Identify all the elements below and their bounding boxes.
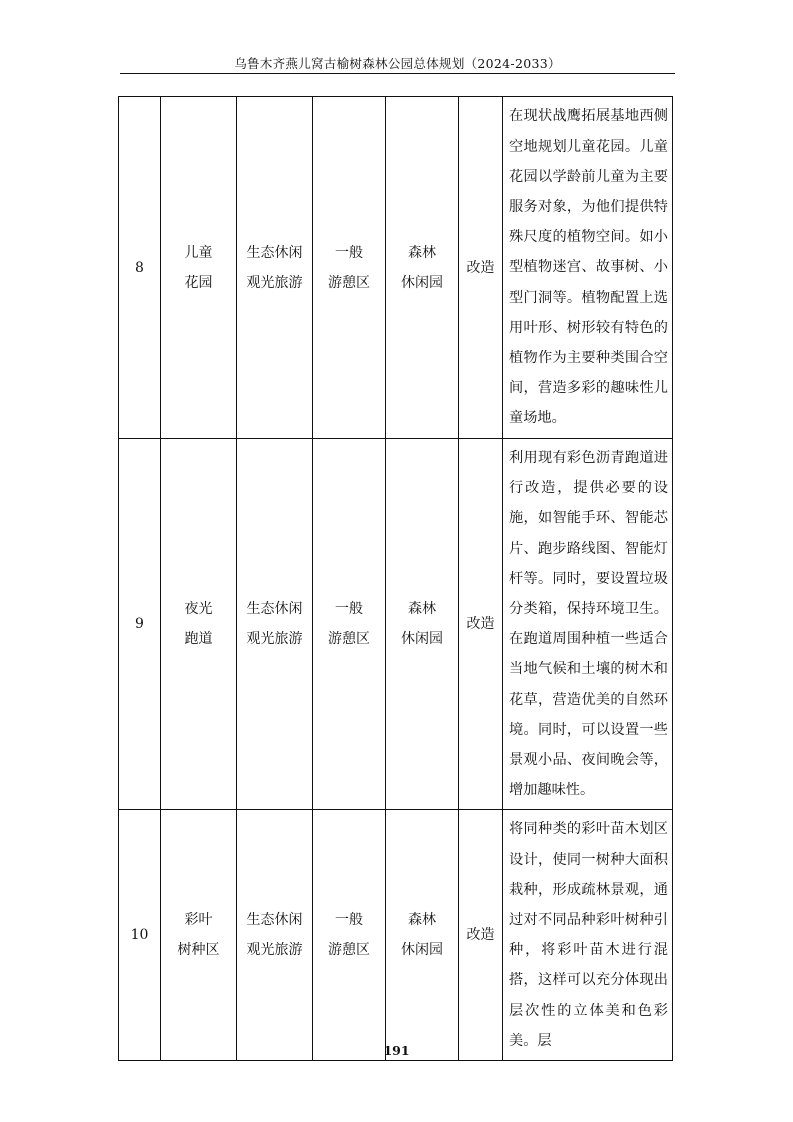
row-number: 10 [119,810,161,1061]
function-type-line: 观光旅游 [246,274,303,291]
function-type-line: 生态休闲 [246,244,303,261]
project-name-line: 树种区 [177,942,220,959]
planning-table [118,96,673,1061]
function-type-line: 观光旅游 [246,631,303,648]
project-name [161,439,237,810]
functional-zone [313,97,386,439]
landscape-category [386,810,459,1061]
landscape-category [386,439,459,810]
function-type [237,439,313,810]
functional-zone-line: 一般 [335,601,363,618]
landscape-category [386,97,459,439]
construction-method: 改造 [459,439,503,810]
table-row [119,810,673,1061]
functional-zone-line: 一般 [335,912,363,929]
construction-method: 改造 [459,97,503,439]
landscape-category-line: 森林 [408,912,436,929]
functional-zone-line: 游憩区 [328,274,370,291]
project-name-line: 儿童 [184,244,213,261]
landscape-category-line: 休闲园 [401,274,443,291]
project-description: 利用现有彩色沥青跑道进行改造，提供必要的设施，如智能手环、智能芯片、跑步路线图、智能灯杆等。同时，要设置垃圾分类箱，保持环境卫生。在跑道周围种植一些适合当地气候和土壤的树木和花草，营造优美的自然环境。同时，可以设置一些景观小品、夜间晚会等，增加趣味性。 [503,439,673,810]
running-header: 乌鲁木齐燕儿窝古榆树森林公园总体规划（2024-2033） [234,56,561,71]
header-divider [120,73,675,74]
project-description: 在现状战鹰拓展基地西侧空地规划儿童花园。儿童花园以学龄前儿童为主要服务对象，为他们提供特殊尺度的植物空间。如小型植物迷宫、故事树、小型门洞等。植物配置上选用叶形、树形较有特色的植物作为主要种类围合空间，营造多彩的趣味性儿童场地。 [503,97,673,439]
function-type-line: 生态休闲 [246,912,303,929]
landscape-category-line: 森林 [408,601,436,618]
project-name-line: 夜光 [184,601,213,618]
project-name [161,810,237,1061]
table-row [119,439,673,810]
row-number: 9 [119,439,161,810]
function-type [237,810,313,1061]
functional-zone [313,439,386,810]
project-name-line: 彩叶 [184,912,213,929]
table-row [119,97,673,439]
functional-zone-line: 游憩区 [328,942,370,959]
functional-zone-line: 游憩区 [328,631,370,648]
row-number: 8 [119,97,161,439]
landscape-category-line: 休闲园 [401,942,443,959]
function-type-line: 观光旅游 [246,942,303,959]
page-number: 191 [383,1043,410,1058]
project-name-line: 跑道 [184,631,213,648]
project-description: 将同种类的彩叶苗木划区设计，使同一树种大面积栽种，形成疏林景观，通过对不同品种彩叶树种引种，将彩叶苗木进行混搭，这样可以充分体现出层次性的立体美和色彩美。层 [503,810,673,1061]
functional-zone-line: 一般 [335,244,363,261]
function-type-line: 生态休闲 [246,601,303,618]
project-name [161,97,237,439]
functional-zone [313,810,386,1061]
landscape-category-line: 休闲园 [401,631,443,648]
construction-method: 改造 [459,810,503,1061]
project-name-line: 花园 [184,274,213,291]
landscape-category-line: 森林 [408,244,436,261]
function-type [237,97,313,439]
